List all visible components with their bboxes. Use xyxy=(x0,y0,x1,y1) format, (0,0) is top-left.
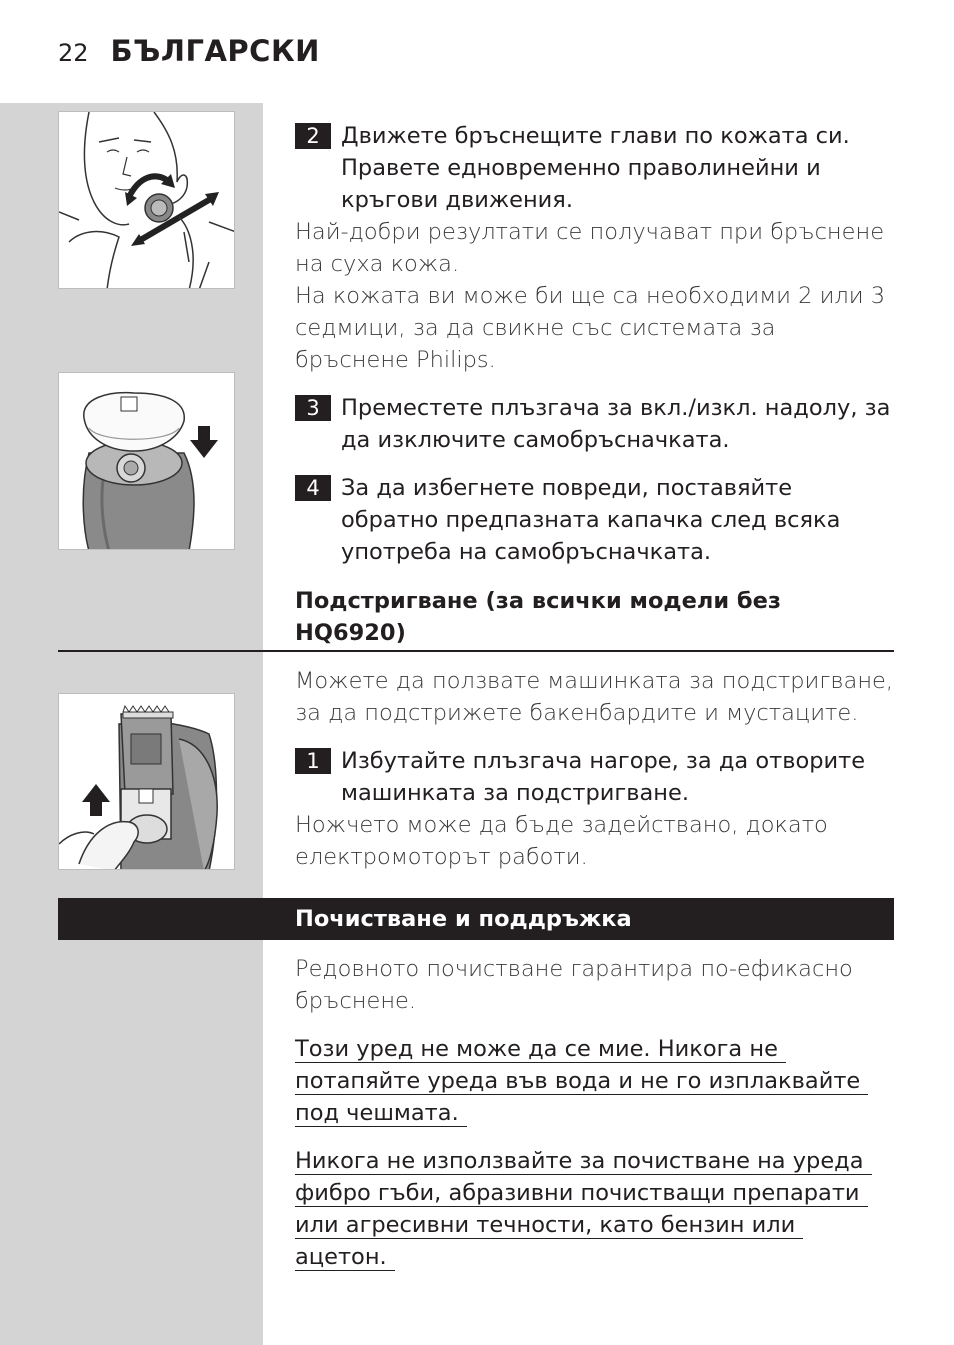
step-2 xyxy=(295,120,895,216)
arrow-up-icon xyxy=(82,784,110,816)
step-number: 1 xyxy=(295,748,331,774)
water-warning xyxy=(295,1033,895,1129)
warning-line: ацетон. xyxy=(295,1244,395,1271)
step-text: Движете бръснещите глави по кожата си. Правете едновременно праволинейни и кръгови движения. xyxy=(341,123,850,213)
step-number: 4 xyxy=(295,475,331,501)
step-3 xyxy=(295,392,895,456)
dry-skin-paragraph: Най-добри резултати се получават при бръснене на суха кожа. xyxy=(295,219,885,277)
warning-line: под чешмата. xyxy=(295,1100,467,1127)
warning-line: Никога не използвайте за почистване на уреда xyxy=(295,1148,872,1175)
step-number: 3 xyxy=(295,395,331,421)
page-number: 22 xyxy=(58,39,89,67)
language-title: БЪЛГАРСКИ xyxy=(110,34,320,68)
step-text: Избутайте плъзгача нагоре, за да отворите машинката за подстригване. xyxy=(341,748,866,806)
trimmer-intro-paragraph: Можете да ползвате машинката за подстригване, за да подстрижете бакенбардите и мустаците. xyxy=(295,668,894,726)
step-text: Преместете плъзгача за вкл./изкл. надолу, за да изключите самобръсначката. xyxy=(341,395,891,453)
step-4 xyxy=(295,472,895,568)
warning-line: фибро гъби, абразивни почистващи препарати xyxy=(295,1180,868,1207)
shaving-face-illustration xyxy=(58,111,235,289)
step-1 xyxy=(295,745,895,809)
step-number: 2 xyxy=(295,123,331,149)
step-text: За да избегнете повреди, поставяйте обратно предпазната капачка след всяка употреба на самобръсначката. xyxy=(341,475,841,565)
blade-note-paragraph: Ножчето може да бъде задействано, докато електромоторът работи. xyxy=(295,812,828,870)
warning-line: Този уред не може да се мие. Никога не xyxy=(295,1036,786,1063)
abrasives-warning xyxy=(295,1145,895,1273)
shaver-cap-illustration xyxy=(58,372,235,550)
warning-line: потапяйте уреда във вода и не го изплаквайте xyxy=(295,1068,868,1095)
trimmer-illustration xyxy=(58,693,235,870)
cleaning-section-heading: Почистване и поддръжка xyxy=(58,898,894,940)
warning-line: или агресивни течности, като бензин или xyxy=(295,1212,803,1239)
section-divider xyxy=(58,650,894,652)
trimming-heading: Подстригване (за всички модели без HQ6920) xyxy=(295,588,781,646)
page-header xyxy=(58,34,320,74)
cleaning-intro-paragraph: Редовното почистване гарантира по-ефикасно бръснене. xyxy=(295,956,853,1014)
arrow-down-icon xyxy=(190,426,218,458)
adaptation-paragraph: На кожата ви може би ще са необходими 2 или 3 седмици, за да свикне със системата за бръснене Philips. xyxy=(295,283,886,373)
